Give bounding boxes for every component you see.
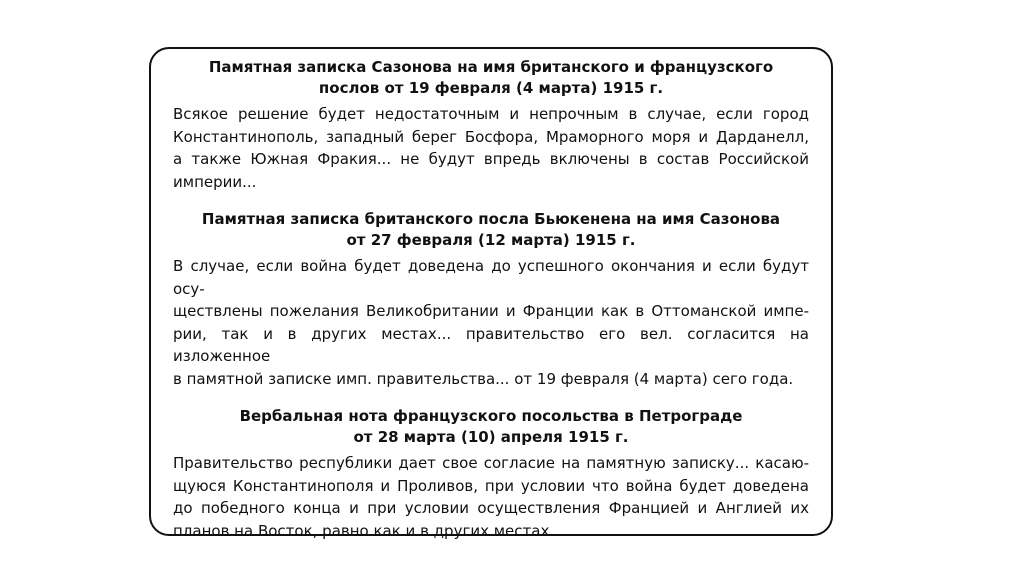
section-body xyxy=(173,103,809,193)
body-line: Правительство республики дает свое согласие на памятную записку... касаю- xyxy=(173,454,809,472)
body-line: щуюся Константинополя и Проливов, при условии что война будет доведена xyxy=(173,476,809,495)
body-line: до победного конца и при условии осуществления Францией и Англией их xyxy=(173,499,809,517)
section-buchanan-memo xyxy=(173,209,809,390)
section-french-note xyxy=(173,406,809,542)
section-body xyxy=(173,452,809,542)
section-title xyxy=(173,406,809,448)
document-frame xyxy=(149,47,833,540)
section-title xyxy=(173,57,809,99)
title-line: от 28 марта (10) апреля 1915 г. xyxy=(353,428,629,446)
title-line: от 27 февраля (12 марта) 1915 г. xyxy=(346,231,636,249)
body-line: в памятной записке имп. правительства... от 19 февраля (4 марта) сего года. xyxy=(173,369,794,388)
body-line: а также Южная Фракия... не будут впредь включены в состав Российской xyxy=(173,150,809,168)
body-line: планов на Восток, равно как и в других местах... xyxy=(173,521,564,540)
section-spacer xyxy=(173,193,809,209)
body-line: ществлены пожелания Великобритании и Франции как в Оттоманской импе- xyxy=(173,302,809,320)
body-line: Всякое решение будет недостаточным и непрочным в случае, если город xyxy=(173,105,809,123)
body-line: рии, так и в других местах... правительство его вел. согласится на изложенное xyxy=(173,324,809,365)
body-line: Константинополь, западный берег Босфора, Мраморного моря и Дарданелл, xyxy=(173,127,809,146)
body-line: В случае, если война будет доведена до успешного окончания и если будут осу- xyxy=(173,257,809,298)
title-line: послов от 19 февраля (4 марта) 1915 г. xyxy=(318,79,664,97)
section-spacer xyxy=(173,390,809,406)
section-body xyxy=(173,255,809,390)
section-sazonov-memo xyxy=(173,57,809,193)
title-line: Памятная записка Сазонова на имя британского и французского xyxy=(208,58,774,76)
title-line: Памятная записка британского посла Бьюкенена на имя Сазонова xyxy=(201,210,781,228)
body-line: империи... xyxy=(173,172,257,191)
section-title xyxy=(173,209,809,251)
title-line: Вербальная нота французского посольства в Петрограде xyxy=(239,407,743,425)
